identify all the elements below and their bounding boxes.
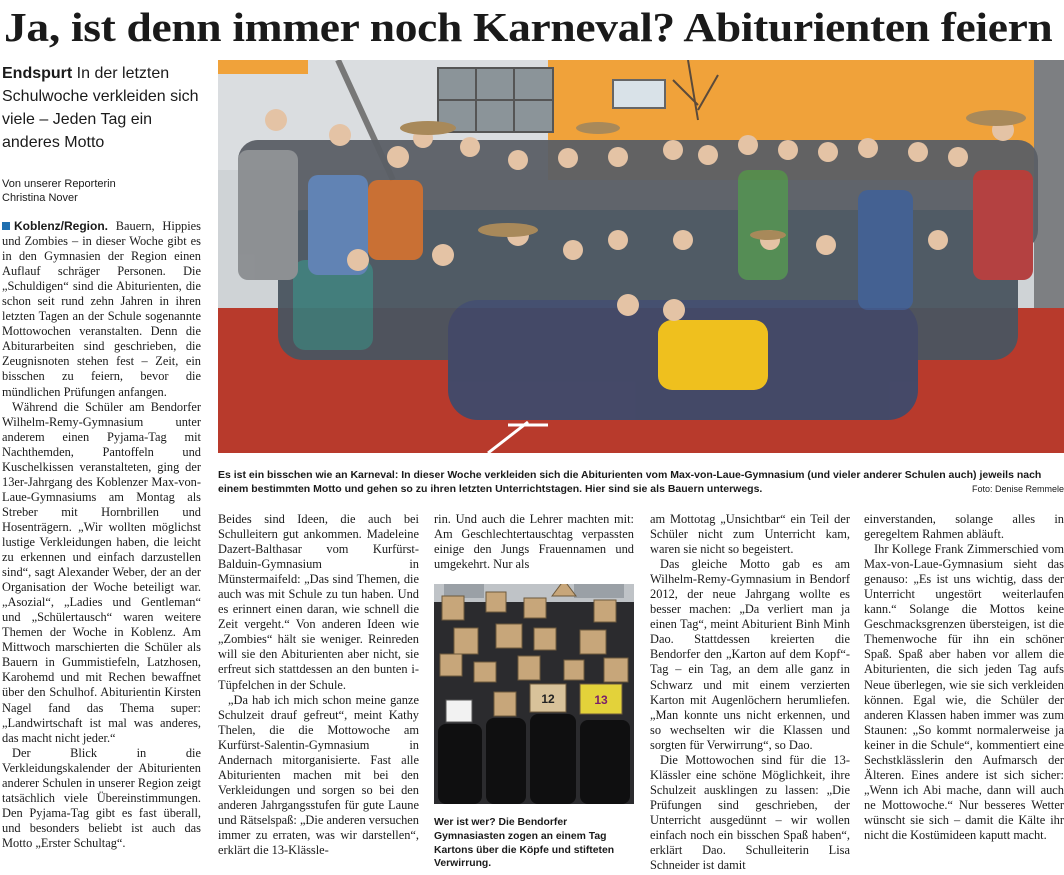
main-photo — [218, 60, 1064, 453]
paragraph: Beides sind Ideen, die auch bei Schulleitern gut ankommen. Madeleine Dazert-Balthasar vom Kurfürst-Balduin-Gymnasium in Münstermaifeld: „Das sind Themen, die auch was mit Schule zu tun haben. Und es erinnert einen daran, wie schnell die Zeit vergeht.“ Von anderen Ideen wie „Zombies“ hält sie weniger. Reinreden will sie den Abiturienten aber nicht, sie erfreut sich stattdessen an den bunten i-Tüpfelchen in der Schule. — [218, 512, 419, 692]
paragraph: Der Blick in die Verkleidungskalender der Abiturienten anderer Schulen in unserer Region zeigt tatsächlich viele Übereinstimmungen. Den Pyjama-Tag gibt es fast überall, und besonders beliebt ist auch das Motto „Erster Schultag“. — [2, 745, 201, 850]
headline: Ja, ist denn immer noch Karneval? Abiturienten feiern — [4, 4, 1053, 50]
article-column-5 — [864, 512, 1064, 875]
deck-text: In der letzten Schulwoche verkleiden sich viele – Jeden Tag ein anderes Motto — [2, 65, 199, 151]
paragraph: Ihr Kollege Frank Zimmerschied vom Max-von-Laue-Gymnasium sieht das genauso: „Es ist uns wichtig, dass der Unterricht ungestört weiterlaufen kann.“ Solange die Mottos keine Geschmacksgrenzen übersteigen, ist die Themenwoche für ihn ein schöner Spaß. Spaß aber haben vor allem die Abiturienten, die sich jeden Tag aufs Neue überlegen, wie sie sich verkleiden können. Egal wie, die Schüler der anderen Klassen haben immer was zum Staunen: „So kommt normalerweise ja keiner in die Schule“, kommentiert eine Sechstklässlerin den Aufmarsch der Älteren. Eines andere ist sich sicher: „Wenn ich Abi mache, dann will auch ne Mottowoche.“ Nur besseres Wetter wünscht sie sich – damit die Kälte ihr nicht die Kostümideen kaputt macht. — [864, 542, 1064, 842]
location: Koblenz/Region. — [14, 219, 108, 233]
main-photo-caption — [218, 468, 1064, 500]
deck — [2, 62, 207, 154]
paragraph: rin. Und auch die Lehrer machten mit: Am Geschlechtertauschtag verpassten einige den Jungs Frauennamen und umgekehrt. Nur als — [434, 512, 634, 572]
paragraph: Das gleiche Motto gab es am Wilhelm-Remy-Gymnasium in Bendorf 2012, der neue Jahrgang wollte es besser machen: „Da verliert man ja einen Tag“, meint Abiturient Binh Minh Dao. Stattdessen kreierten die Bendorfer den „Karton auf dem Kopf“-Tag – ein Tag, an dem alle ganz in Schwarz und mit einem verzierten Karton mit Augenlöchern herumliefen. „Man konnte uns nicht erkennen, und so wechselten wir die Klassen und sorgten für Verwirrung“, so Dao. — [650, 557, 850, 752]
paragraph: einverstanden, solange alles in geregeltem Rahmen abläuft. — [864, 512, 1064, 542]
paragraph-lead-text: Bauern, Hippies und Zombies – in dieser Woche gibt es in den Gymnasien der Region einen Auflauf schräger Personen. Die „Schuldigen“ sind die Abiturienten, die schon seit rund zehn Jahren in ihren letzten Tagen an der Schule sogenannte Mottowochen veranstalten. Denn die Abiturarbeiten sind geschrieben, die Zeugnisnoten stehen fest – Zeit, ein bisschen zu feiern, bevor die mündlichen Prüfungen anfangen. — [2, 219, 201, 399]
box-label-12: 12 — [541, 692, 555, 706]
paragraph: „Da hab ich mich schon meine ganze Schulzeit drauf gefreut“, meint Kathy Thelen, die die Mottowoche am Kurfürst-Salentin-Gymnasium in Andernach mitorganisierte. Fast alle Abiturienten machen mit bei den Verkleidungen und sorgen so bei den anderen Jahrgangsstufen für gute Laune und Rätselspaß: „Die anderen versuchen immer zu erraten, was wir darstellen“, erklärt die 13-Klässle- — [218, 692, 419, 858]
paragraph: am Mottotag „Unsichtbar“ ein Teil der Schüler nicht zum Unterricht kam, waren sie nicht so begeistert. — [650, 512, 850, 557]
article-column-2 — [218, 512, 419, 875]
byline-author: Christina Nover — [2, 192, 78, 204]
small-photo-illustration — [434, 584, 634, 804]
article-column-4 — [650, 512, 850, 875]
small-photo-caption — [434, 816, 634, 875]
deck-kicker: Endspurt — [2, 65, 73, 82]
paragraph: Die Mottowochen sind für die 13-Klässler eine schöne Möglichkeit, ihre Schulzeit ausklingen zu lassen: „Die Prüfungen sind geschrieben, der Unterricht ausgedünnt – wir wollen einfach noch ein bisschen Spaß haben“, erklärt Dao. Schulleiterin Lisa Schneider ist damit — [650, 752, 850, 873]
box-label-13: 13 — [594, 693, 608, 707]
paragraph-lead — [2, 219, 201, 400]
location-marker-icon — [2, 222, 10, 230]
main-photo-illustration — [218, 60, 1064, 453]
small-caption-text: Wer ist wer? Die Bendorfer Gymnasiasten zogen an einem Tag Kartons über die Köpfe und stifteten Verwirrung. — [434, 817, 615, 870]
small-photo — [434, 584, 634, 804]
paragraph: Während die Schüler am Bendorfer Wilhelm-Remy-Gymnasium unter anderem einen Pyjama-Tag mit Nachthemden, Pantoffeln und Kuschelkissen veranstalteten, ging der 13er-Jahrgang des Koblenzer Max-von-Laue-Gymnasiums am Montag als Streber mit Hornbrillen und Hosenträgern. „Wir wollten möglichst lustige Verkleidungen haben, die leicht zu erkennen und einfach darzustellen sind“, sagt Alexander Weber, der an der Organisation der Woche beteiligt war. „Asozial“, „Ladies und Gentleman“ und „Schülertausch“ waren weitere Themen der Woche in Koblenz. Am Mittwoch marschierten die Schüler als Bauern in Gummistiefeln, Latzhosen, Karohemd und mit Rechen bewaffnet über den Schulhof. Abiturientin Kirsten Nagel fand das Thema super: „Landwirtschaft ist mal was anderes, das macht nicht jeder.“ — [2, 399, 201, 745]
main-caption-text: Es ist ein bisschen wie an Karneval: In dieser Woche verkleiden sich die Abiturienten vom Max-von-Laue-Gymnasium (und vieler anderer Schulen auch) jeweils nach einem bestimmten Motto und gehen so zu ihren letzten Unterrichtstagen. Hier sind sie als Bauern unterwegs. — [218, 469, 1042, 495]
article-column-1 — [2, 219, 201, 875]
photo-credit: Foto: Denise Remmele — [971, 484, 1064, 494]
byline — [2, 177, 207, 205]
article-column-3 — [434, 512, 634, 574]
byline-line-1: Von unserer Reporterin — [2, 178, 116, 190]
